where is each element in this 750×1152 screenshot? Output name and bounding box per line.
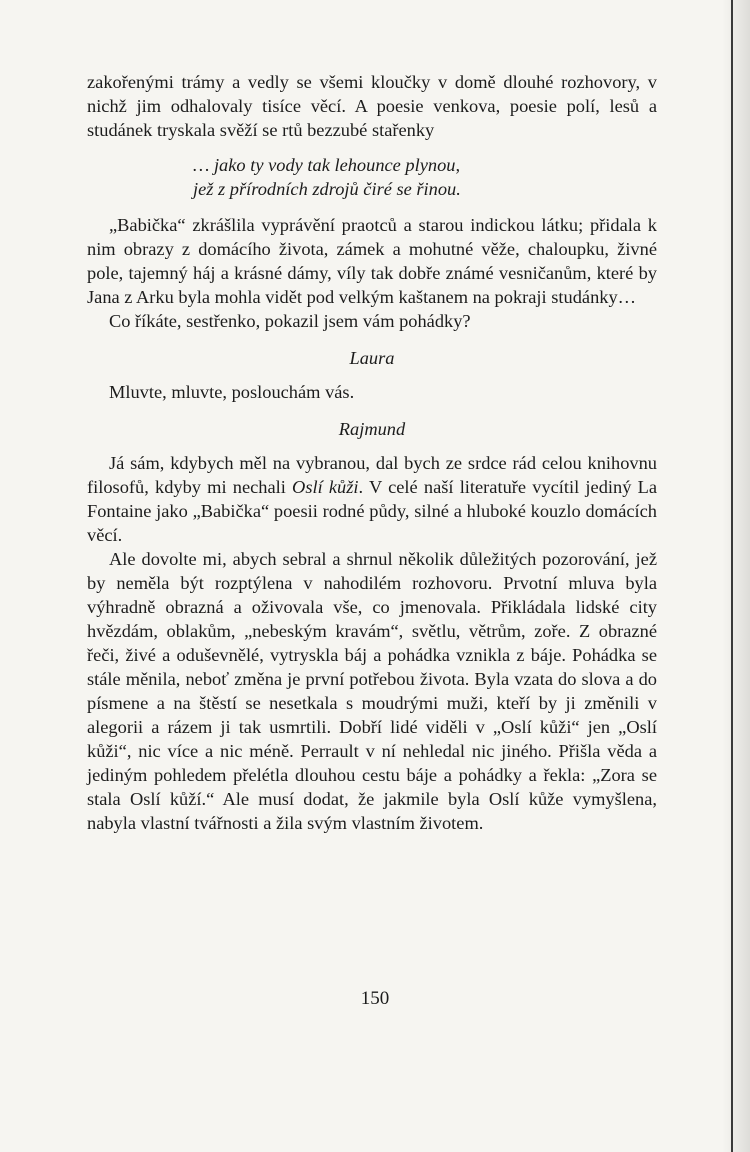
- page-number: 150: [360, 988, 390, 1009]
- reply-rajmund: [87, 451, 657, 547]
- page-binding-edge: [731, 0, 733, 1152]
- speaker-laura: Laura: [349, 348, 395, 368]
- book-page-text: [87, 70, 657, 835]
- reply-rajmund-part1: Já sám, kdybych měl na vybranou, dal bych ze srdce rád celou knihovnu filosofů, kdyby mi nechali: [87, 453, 657, 497]
- book-title-osli-kuzi: Oslí kůži: [292, 477, 359, 497]
- verse-line-1: … jako ty vody tak lehounce plynou,: [193, 155, 461, 175]
- paragraph-intro: zakořenými trámy a vedly se všemi kloučky v domě dlouhé rozhovory, v nichž jim odhalovaly tisíce věcí. A poesie venkova, poesie polí, lesů a studánek tryskala svěží se rtů bezzubé stařenky: [87, 72, 657, 140]
- paragraph-babicka: „Babička“ zkrášlila vyprávění praotců a starou indickou látku; přidala k nim obrazy z domácího života, zámek a mohutné věže, chaloupku, živné pole, tajemný háj a krásné dámy, víly tak dobře známé vesničanům, které by Jana z Arku byla mohla vidět pod velkým kaštanem na pokraji studánky…: [87, 215, 657, 307]
- verse-line-2: jež z přírodních zdrojů čiré se řinou.: [193, 179, 461, 199]
- verse-quote: [193, 153, 657, 201]
- speaker-rajmund: Rajmund: [338, 419, 406, 439]
- paragraph-observations: Ale dovolte mi, abych sebral a shrnul několik důležitých pozorování, jež by neměla být rozptýlena v nahodilém rozhovoru. Prvotní mluva byla výhradně obrazná a oživovala vše, co jmenovala. Přikládala lidské city hvězdám, oblakům, „nebeským kravám“, světlu, větrům, zoře. Z obrazné řeči, živé a oduševnělé, vytryskla báj a pohádka vznikla z báje. Pohádka se stále měnila, neboť změna je první potřebou života. Byla vzata do slova a do písmene a na štěstí se nesetkala s moudrými muži, kteří by ji změnili v alegorii a rázem ji tak usmrtili. Dobří lidé viděli v „Oslí kůži“ jen „Oslí kůži“, nic více a nic méně. Perrault v ní nehledal nic jiného. Přišla věda a jediným pohledem přelétla dlouhou cestu báje a pohádky a řekla: „Zora se stala Oslí kůží.“ Ale musí dodat, že jakmile byla Oslí kůže vymyšlena, nabyla vlastní tvářnosti a žila svým vlastním životem.: [87, 549, 657, 833]
- reply-laura: Mluvte, mluvte, poslouchám vás.: [109, 382, 355, 402]
- paragraph-question: Co říkáte, sestřenko, pokazil jsem vám pohádky?: [109, 311, 471, 331]
- reply-rajmund-part2: . V celé naší literatuře vycítil jediný La Fontaine jako „Babička“ poesii rodné půdy, silné a hluboké kouzlo domácích věcí.: [87, 477, 657, 545]
- page-binding-shadow: [722, 0, 750, 1152]
